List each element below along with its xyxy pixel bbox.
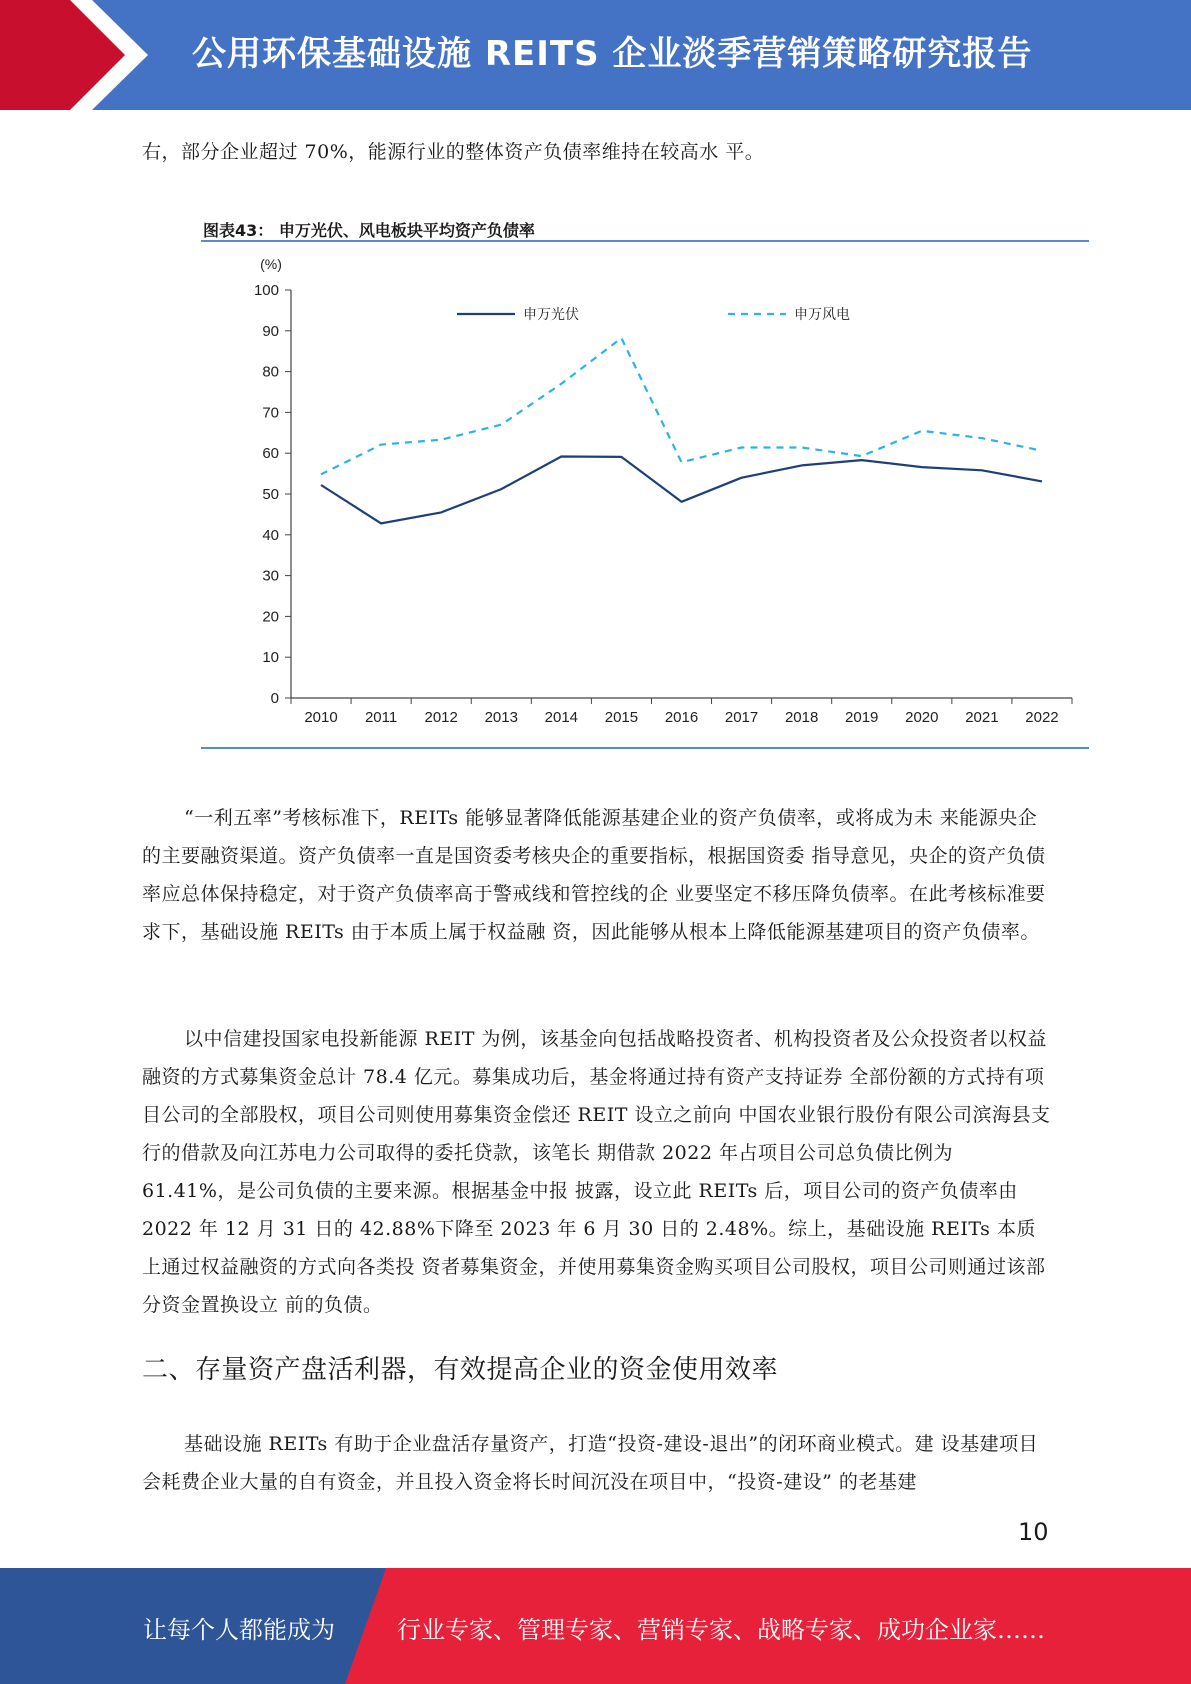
y-tick-label: 60 [262, 445, 279, 463]
footer-slogan-left: 让每个人都能成为 [143, 1616, 335, 1644]
x-tick-label: 2021 [965, 709, 999, 726]
x-tick-label: 2022 [1025, 709, 1059, 726]
y-tick-label: 30 [262, 567, 279, 585]
body-paragraph: “一利五率”考核标准下，REITs 能够显著降低能源基建企业的资产负债率，或将成为未 来能源央企的主要融资渠道。资产负债率一直是国资委考核央企的重要指标，根据国资委 指导意见，央企的资产负债率应总体保持稳定，对于资产负债率高于警戒线和管控线的企 业要坚定不移压降负债率。在此考核标准要求下，基础设施 REITs 由于本质上属于权益融 资，因此能够从根本上降低能源基建项目的资产负债率。 [142, 807, 1046, 943]
x-tick-label: 2010 [304, 709, 338, 726]
x-tick-label: 2017 [724, 709, 759, 726]
x-tick-label: 2018 [784, 709, 819, 726]
x-tick-label: 2014 [544, 709, 579, 726]
body-paragraph: 以中信建投国家电投新能源 REIT 为例，该基金向包括战略投资者、机构投资者及公众投资者以权益融资的方式募集资金总计 78.4 亿元。募集成功后，基金将通过持有资产支持证券 全部份额的方式持有项目公司的全部股权，项目公司则使用募集资金偿还 REIT 设立之前向 中国农业银行股份有限公司滨海县支行的借款及向江苏电力公司取得的委托贷款，该笔长 期借款 2022 年占项目公司总负债比例为 61.41%，是公司负债的主要来源。根据基金中报 披露，设立此 REITs 后，项目公司的资产负债率由 2022 年 12 月 31 日的 42.88%下降至 2023 年 6 月 30 日的 2.48%。综上，基础设施 REITs 本质上通过权益融资的方式向各类投 资者募集资金，并使用募集资金购买项目公司股权，项目公司则通过该部分资金置换设立 前的负债。 [142, 1028, 1051, 1316]
x-tick-label: 2013 [484, 709, 518, 726]
y-tick-label: 20 [262, 608, 279, 626]
y-tick-label: 100 [253, 282, 279, 299]
y-tick-label: 80 [262, 363, 279, 381]
series-line-1 [321, 457, 1042, 524]
legend-label: 申万光伏 [523, 307, 579, 323]
page-number: 10 [1018, 1518, 1049, 1546]
legend-label: 申万风电 [794, 307, 850, 323]
report-title: 公用环保基础设施 REITS 企业淡季营销策略研究报告 [192, 34, 1033, 74]
header-arrow-decoration [0, 0, 160, 110]
y-tick-label: 90 [262, 322, 279, 340]
body-paragraph: 基础设施 REITs 有助于企业盘活存量资产，打造“投资-建设-退出”的闭环商业模式。建 设基建项目会耗费企业大量的自有资金，并且投入资金将长时间沉没在项目中，“投资-建设” 的老基建 [142, 1433, 1039, 1493]
x-tick-label: 2011 [364, 709, 398, 726]
x-tick-label: 2020 [905, 709, 939, 726]
figure-title: 图表43： 申万光伏、风电板块平均资产负债率 [203, 221, 535, 240]
y-tick-label: 50 [262, 486, 279, 503]
x-tick-label: 2016 [664, 709, 699, 726]
page-footer [0, 1568, 1191, 1684]
footer-slogan-right: 行业专家、管理专家、营销专家、战略专家、成功企业家…… [397, 1616, 1045, 1644]
section-heading: 二、存量资产盘活利器，有效提高企业的资金使用效率 [142, 1355, 779, 1385]
series-line-2 [321, 338, 1042, 474]
y-tick-label: 70 [262, 404, 279, 422]
x-tick-label: 2019 [845, 709, 879, 726]
y-tick-label: 10 [262, 649, 279, 667]
y-tick-label: 40 [262, 526, 279, 544]
page-header [0, 0, 1191, 110]
y-tick-label: 0 [270, 690, 279, 707]
debt-ratio-line-chart [200, 245, 1090, 745]
figure-bottom-rule [201, 747, 1089, 749]
body-paragraph: 右，部分企业超过 70%，能源行业的整体资产负债率维持在较高水 平。 [142, 141, 765, 163]
x-tick-label: 2015 [604, 709, 639, 726]
y-axis-unit-label: (%) [260, 256, 282, 272]
x-tick-label: 2012 [424, 709, 458, 726]
figure-top-rule [201, 240, 1089, 242]
